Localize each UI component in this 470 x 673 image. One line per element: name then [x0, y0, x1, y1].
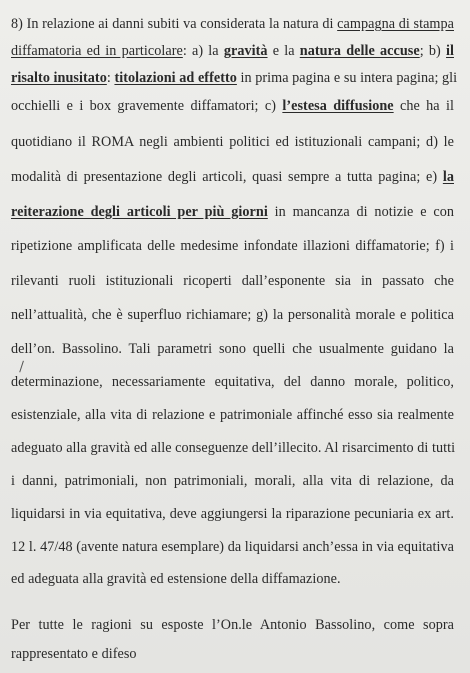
text-line — [11, 306, 454, 324]
text-run: dell’on. Bassolino. Tali parametri sono quelli che usualmente guidano la — [11, 341, 454, 357]
text-line — [11, 69, 458, 87]
text-line — [11, 439, 454, 457]
emphasized-text: campagna di stampa — [337, 16, 454, 32]
text-line — [11, 538, 454, 556]
text-run: ed adeguata alla gravità ed estensione della diffamazione. — [11, 571, 341, 587]
emphasized-text: natura delle accuse — [299, 43, 420, 59]
text-run: nell’attualità, che è superfluo richiamare; g) la personalità morale e politica — [11, 307, 454, 323]
text-run: 12 l. 47/48 (avente natura esemplare) da liquidarsi anch’essa in via equitativa — [11, 539, 454, 555]
text-run: quotidiano il ROMA negli ambienti politici ed istituzionali campani; d) le — [11, 134, 454, 150]
emphasized-text: reiterazione degli articoli per più giorni — [11, 204, 268, 220]
text-run: che ha il — [393, 98, 454, 114]
text-line — [11, 237, 454, 255]
emphasized-text: la — [442, 169, 454, 185]
text-line — [11, 133, 454, 151]
emphasized-text: titolazioni ad effetto — [114, 70, 237, 86]
text-line — [11, 373, 454, 391]
emphasized-text: diffamatoria ed in particolare — [11, 43, 183, 59]
pen-mark — [19, 361, 27, 374]
text-run: rilevanti ruoli istituzionali ricoperti dall’esponente sia in passato che — [11, 273, 454, 289]
text-run: determinazione, necessariamente equitativa, del danno morale, politico, — [11, 374, 454, 390]
text-line — [11, 616, 454, 634]
text-run: Per tutte le ragioni su esposte l’On.le Antonio Bassolino, come sopra — [11, 617, 454, 633]
text-run: esistenziale, alla vita di relazione e patrimoniale affinché esso sia realmente — [11, 407, 454, 423]
text-line — [11, 203, 454, 221]
text-run: : a) la — [182, 43, 224, 59]
emphasized-text: gravità — [223, 43, 268, 59]
text-line — [11, 42, 454, 60]
text-run: i danni, patrimoniali, non patrimoniali, morali, alla vita di relazione, da — [11, 473, 454, 489]
text-run: in prima pagina e su intera pagina; gli — [236, 70, 458, 86]
text-line — [11, 505, 454, 523]
text-line — [11, 340, 454, 358]
emphasized-text: risalto inusitato — [11, 70, 107, 86]
text-run: ripetizione amplificata delle medesime infondate illazioni diffamatorie; f) i — [11, 238, 454, 254]
text-run: modalità di presentazione degli articoli, quasi sempre a tutta pagina; e) — [11, 169, 443, 185]
text-line — [11, 570, 341, 588]
text-line — [11, 406, 454, 424]
text-run: rappresentato e difeso — [11, 646, 137, 662]
text-run: occhielli e i box gravemente diffamatori; c) — [11, 98, 283, 114]
text-run: liquidarsi in via equitativa, deve aggiungersi la riparazione pecuniaria ex art. — [11, 506, 454, 522]
text-run: 8) In relazione ai danni subiti va considerata la natura di — [11, 16, 338, 32]
emphasized-text: il — [446, 43, 454, 59]
text-line — [11, 97, 454, 115]
text-line — [11, 645, 137, 663]
emphasized-text: l’estesa diffusione — [282, 98, 394, 114]
text-line — [11, 168, 454, 186]
text-line — [11, 472, 454, 490]
text-run: adeguato alla gravità ed alle conseguenze dell’illecito. Al risarcimento di tutti — [11, 440, 456, 456]
text-run: in mancanza di notizie e con — [267, 204, 454, 220]
text-run: e la — [267, 43, 300, 59]
text-line — [11, 15, 454, 33]
text-line — [11, 272, 454, 290]
text-run: ; b) — [419, 43, 447, 59]
text-run: : — [106, 70, 115, 86]
